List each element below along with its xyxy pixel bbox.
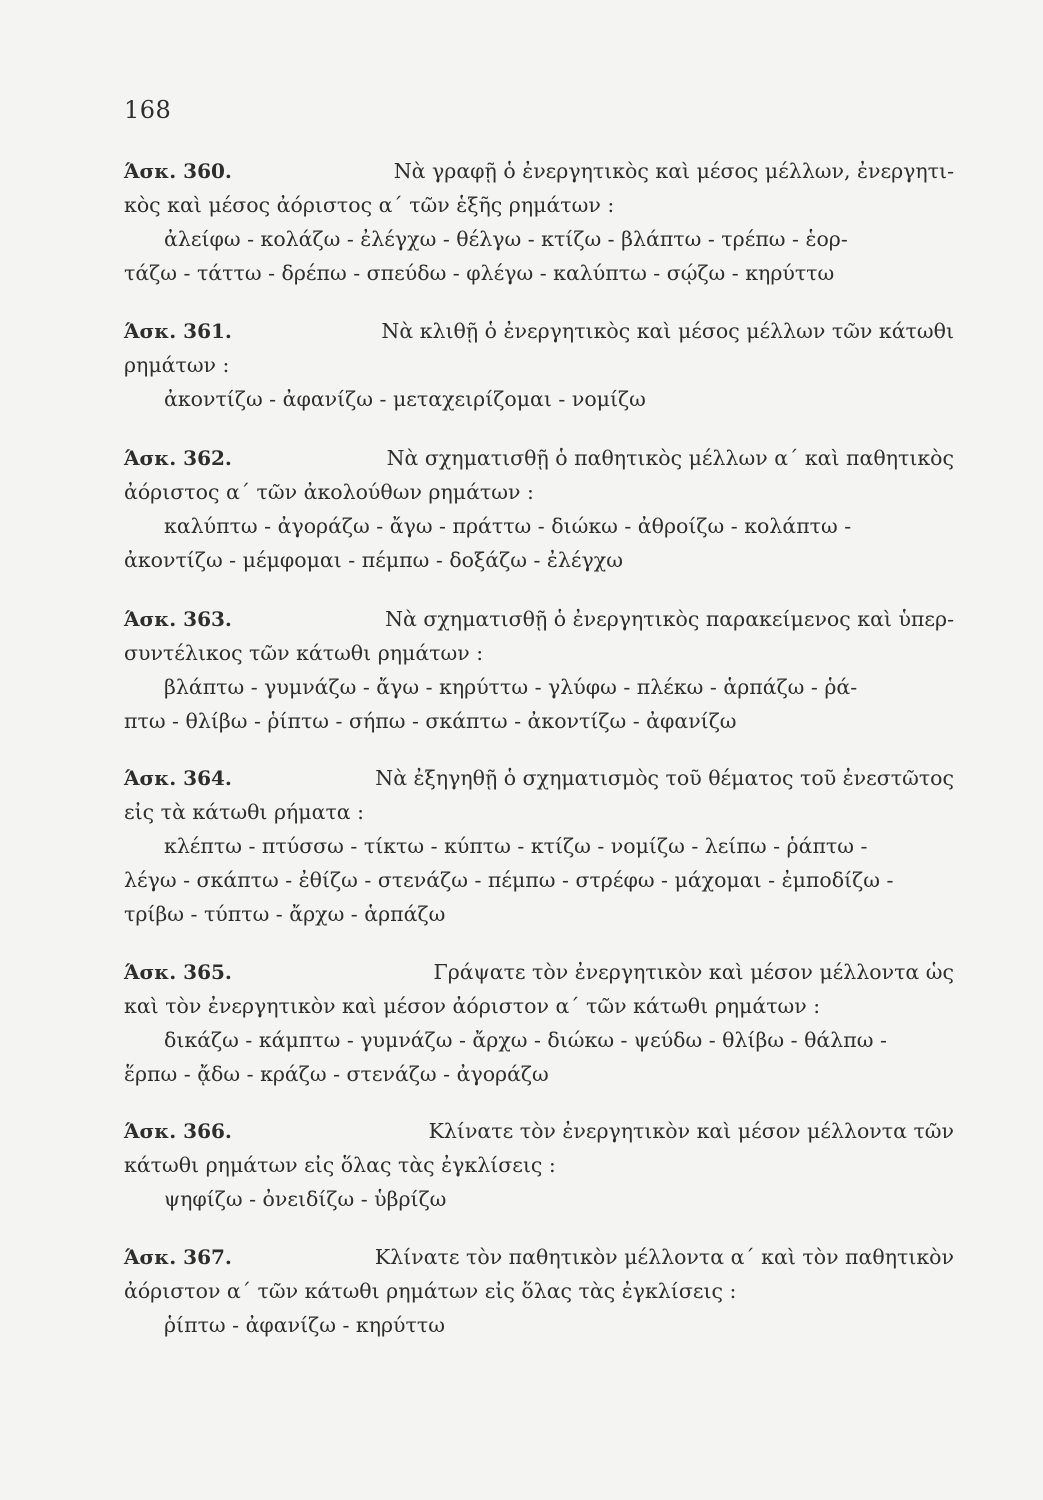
exercise-line: κάτωθι ρημάτων εἰς ὅλας τὰς ἐγκλίσεις :	[124, 1153, 556, 1177]
verb-list-line: ἀκοντίζω - ἀφανίζω - μεταχειρίζομαι - νομίζω	[164, 387, 646, 411]
verb-list-line: λέγω - σκάπτω - ἐθίζω - στενάζω - πέμπω - στρέφω - μάχομαι - ἐμποδίζω -	[124, 868, 894, 892]
exercise-text: Νὰ σχηματισθῇ ὁ ἐνεργητικὸς παρακείμενος καὶ ὑπερ-	[385, 607, 954, 631]
exercise-text: Κλίνατε τὸν παθητικὸν μέλλοντα α΄ καὶ τὸν παθητικὸν	[374, 1245, 954, 1269]
exercise-367	[124, 1240, 954, 1350]
exercise-label: Άσκ. 361.	[124, 319, 232, 343]
verb-list-line: καλύπτω - ἀγοράζω - ἄγω - πράττω - διώκω - ἀθροίζω - κολάπτω -	[164, 514, 852, 538]
exercise-line	[124, 1114, 954, 1148]
exercise-line: εἰς τὰ κάτωθι ρήματα :	[124, 800, 365, 824]
verb-list-line: δικάζω - κάμπτω - γυμνάζω - ἄρχω - διώκω - ψεύδω - θλίβω - θάλπω -	[164, 1028, 887, 1052]
exercise-line: ρημάτων :	[124, 353, 230, 377]
exercise-line	[124, 955, 954, 989]
exercise-line: συντέλικος τῶν κάτωθι ρημάτων :	[124, 641, 484, 665]
verb-list-line: ῥίπτω - ἀφανίζω - κηρύττω	[164, 1313, 445, 1337]
exercise-366	[124, 1114, 954, 1224]
verb-list-line: τάζω - τάττω - δρέπω - σπεύδω - φλέγω - καλύπτω - σῴζω - κηρύττω	[124, 261, 835, 285]
exercise-line	[124, 154, 954, 188]
exercise-365	[124, 955, 954, 1095]
exercise-label: Άσκ. 365.	[124, 960, 232, 984]
verb-list-line: ἕρπω - ᾄδω - κράζω - στενάζω - ἀγοράζω	[124, 1062, 549, 1086]
exercise-label: Άσκ. 360.	[124, 159, 232, 183]
verb-list-line: ψηφίζω - ὀνειδίζω - ὑβρίζω	[164, 1187, 447, 1211]
exercise-364	[124, 761, 954, 935]
exercise-line: ἀόριστος α΄ τῶν ἀκολούθων ρημάτων :	[124, 480, 534, 504]
exercise-line	[124, 441, 954, 475]
exercise-line	[124, 761, 954, 795]
exercise-text: Νὰ γραφῇ ὁ ἐνεργητικὸς καὶ μέσος μέλλων, ἐνεργητι-	[393, 159, 954, 183]
exercise-label: Άσκ. 362.	[124, 446, 232, 470]
exercise-line: κὸς καὶ μέσος ἀόριστος α΄ τῶν ἑξῆς ρημάτων :	[124, 193, 615, 217]
verb-list-line: βλάπτω - γυμνάζω - ἄγω - κηρύττω - γλύφω - πλέκω - ἁρπάζω - ῥά-	[164, 675, 858, 699]
exercise-line: καὶ τὸν ἐνεργητικὸν καὶ μέσον ἀόριστον α΄ τῶν κάτωθι ρημάτων :	[124, 994, 821, 1018]
exercise-line	[124, 314, 954, 348]
exercise-line: ἀόριστον α΄ τῶν κάτωθι ρημάτων εἰς ὅλας τὰς ἐγκλίσεις :	[124, 1279, 737, 1303]
verb-list-line: ἀλείφω - κολάζω - ἐλέγχω - θέλγω - κτίζω - βλάπτω - τρέπω - ἑορ-	[164, 227, 848, 251]
exercise-line	[124, 1240, 954, 1274]
exercise-360	[124, 154, 954, 294]
exercise-361	[124, 314, 954, 424]
exercise-363	[124, 602, 954, 742]
exercise-text: Γράψατε τὸν ἐνεργητικὸν καὶ μέσον μέλλοντα ὡς	[433, 960, 954, 984]
verb-list-line: ἀκοντίζω - μέμφομαι - πέμπω - δοξάζω - ἐλέγχω	[124, 548, 623, 572]
exercise-text: Κλίνατε τὸν ἐνεργητικὸν καὶ μέσον μέλλοντα τῶν	[428, 1119, 954, 1143]
verb-list-line: πτω - θλίβω - ῥίπτω - σήπω - σκάπτω - ἀκοντίζω - ἀφανίζω	[124, 709, 737, 733]
exercise-label: Άσκ. 363.	[124, 607, 232, 631]
exercise-text: Νὰ κλιθῇ ὁ ἐνεργητικὸς καὶ μέσος μέλλων τῶν κάτωθι	[381, 319, 954, 343]
exercise-label: Άσκ. 364.	[124, 766, 232, 790]
verb-list-line: τρίβω - τύπτω - ἄρχω - ἁρπάζω	[124, 902, 446, 926]
exercise-label: Άσκ. 366.	[124, 1119, 232, 1143]
page-number: 168	[124, 96, 172, 124]
verb-list-line: κλέπτω - πτύσσω - τίκτω - κύπτω - κτίζω - νομίζω - λείπω - ῥάπτω -	[164, 834, 868, 858]
exercise-362	[124, 441, 954, 581]
exercise-label: Άσκ. 367.	[124, 1245, 232, 1269]
exercise-text: Νὰ σχηματισθῇ ὁ παθητικὸς μέλλων α΄ καὶ παθητικὸς	[386, 446, 954, 470]
exercise-text: Νὰ ἐξηγηθῇ ὁ σχηματισμὸς τοῦ θέματος τοῦ ἐνεστῶτος	[375, 766, 954, 790]
exercise-line	[124, 602, 954, 636]
